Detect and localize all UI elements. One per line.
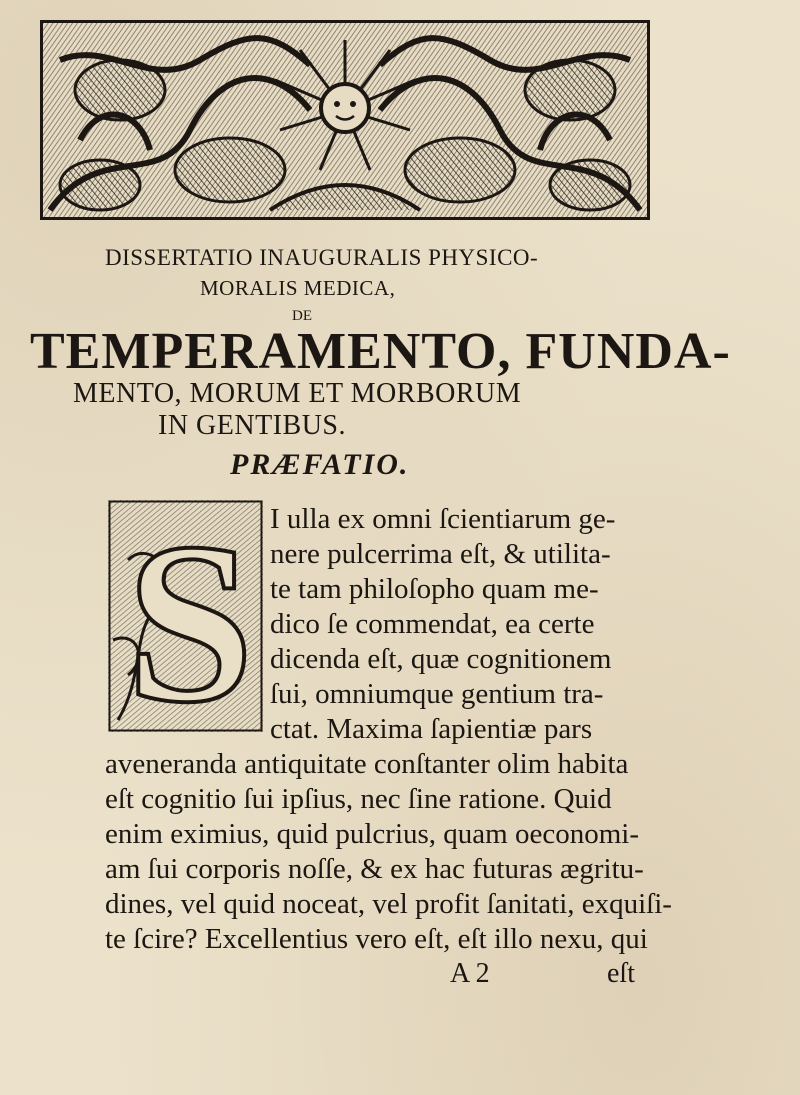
decorated-initial bbox=[108, 500, 263, 732]
section-heading: PRÆFATIO. bbox=[230, 448, 410, 481]
catchword: eſt bbox=[607, 958, 635, 989]
body-line-7: ctat. Maxima ſapientiæ pars bbox=[270, 713, 593, 745]
drop-cap-letter: S bbox=[126, 500, 254, 732]
body-line-10: enim eximius, quid pulcrius, quam oeconomi- bbox=[105, 818, 639, 850]
title-line-1: DISSERTATIO INAUGURALIS PHYSICO- bbox=[105, 245, 539, 270]
title-line-3: DE bbox=[292, 308, 312, 324]
body-line-6: ſui, omniumque gentium tra- bbox=[270, 678, 604, 710]
body-line-9: eſt cognitio ſui ipſius, nec ſine ratione. Quid bbox=[105, 783, 612, 815]
body-line-3: te tam philoſopho quam me- bbox=[270, 573, 599, 605]
title-line-5: MENTO, MORUM ET MORBORUM bbox=[73, 378, 522, 409]
body-line-12: dines, vel quid noceat, vel profit ſanitati, exquiſi- bbox=[105, 888, 672, 920]
body-line-13: te ſcire? Excellentius vero eſt, eſt illo nexu, qui bbox=[105, 923, 648, 955]
body-line-4: dico ſe commendat, ea certe bbox=[270, 608, 595, 640]
main-title: TEMPERAMENTO, FUNDA- bbox=[30, 323, 731, 380]
signature-mark: A 2 bbox=[450, 958, 490, 989]
body-line-1: I ulla ex omni ſcientiarum ge- bbox=[270, 503, 616, 535]
body-line-2: nere pulcerrima eſt, & utilita- bbox=[270, 538, 611, 570]
title-line-2: MORALIS MEDICA, bbox=[200, 276, 396, 300]
title-line-6: IN GENTIBUS. bbox=[158, 410, 346, 441]
body-line-11: am ſui corporis noſſe, & ex hac futuras ægritu- bbox=[105, 853, 644, 885]
body-line-8: aveneranda antiquitate conſtanter olim habita bbox=[105, 748, 629, 780]
ornamental-headpiece bbox=[40, 20, 650, 220]
body-line-5: dicenda eſt, quæ cognitionem bbox=[270, 643, 612, 675]
